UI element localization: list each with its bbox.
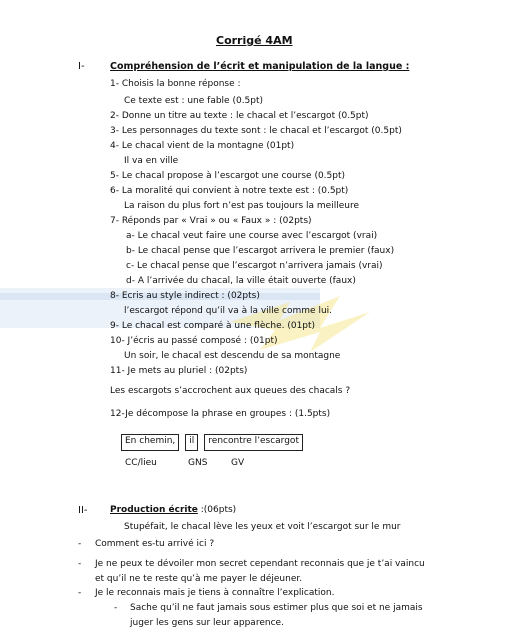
section-2-heading: Production écrite xyxy=(110,505,198,515)
answer-line: La raison du plus fort n’est pas toujours la meilleure xyxy=(124,201,359,211)
text-line: Sache qu’il ne faut jamais sous estimer plus que soi et ne jamais xyxy=(130,603,423,613)
group-box: rencontre l’escargot xyxy=(204,434,303,451)
text-line: Comment es-tu arrivé ici ? xyxy=(95,539,215,549)
section-2-points: :(06pts) xyxy=(197,505,237,515)
question-line: 3- Les personnages du texte sont : le chacal et l’escargot (0.5pt) xyxy=(110,126,402,136)
question-line: 6- La moralité qui convient à notre texte est : (0.5pt) xyxy=(110,186,349,196)
question-line: 1- Choisis la bonne réponse : xyxy=(110,79,241,89)
section-2-numeral: II- xyxy=(78,505,88,516)
sub-answer-line: a- Le chacal veut faire une course avec l’escargot (vrai) xyxy=(126,231,378,241)
group-label: GNS xyxy=(188,458,208,468)
answer-line: Il va en ville xyxy=(124,156,179,166)
dialogue-dash: - xyxy=(78,539,82,549)
dialogue-dash: - xyxy=(114,603,118,613)
group-box: il xyxy=(185,434,198,451)
text-line: juger les gens sur leur apparence. xyxy=(130,618,284,628)
question-line: 12-Je décompose la phrase en groupes : (1.5pts) xyxy=(110,409,331,419)
dialogue-dash: - xyxy=(78,559,82,569)
answer-line: Un soir, le chacal est descendu de sa montagne xyxy=(124,351,341,361)
group-box: En chemin, xyxy=(121,434,179,451)
question-line: 10- J’écris au passé composé : (01pt) xyxy=(110,336,278,346)
question-line: 2- Donne un titre au texte : le chacal et l’escargot (0.5pt) xyxy=(110,111,369,121)
sub-answer-line: b- Le chacal pense que l’escargot arrivera le premier (faux) xyxy=(126,246,395,256)
question-line: 4- Le chacal vient de la montagne (01pt) xyxy=(110,141,295,151)
section-1-numeral: I- xyxy=(78,61,85,72)
group-label: GV xyxy=(231,458,245,468)
question-line: 11- Je mets au pluriel : (02pts) xyxy=(110,366,248,376)
sub-answer-line: c- Le chacal pense que l’escargot n’arrivera jamais (vrai) xyxy=(126,261,383,271)
text-line: Stupéfait, le chacal lève les yeux et voit l’escargot sur le mur xyxy=(124,522,401,532)
section-2-heading-wrap xyxy=(110,506,236,515)
dialogue-dash: - xyxy=(78,588,82,598)
section-1-heading: Compréhension de l’écrit et manipulation de la langue : xyxy=(110,61,410,72)
sentence-groups xyxy=(121,434,309,450)
answer-line: Les escargots s’accrochent aux queues des chacals ? xyxy=(110,386,351,396)
text-line: et qu’il ne te reste qu’à me payer le déjeuner. xyxy=(95,574,303,584)
question-line: 8- Ecris au style indirect : (02pts) xyxy=(110,291,260,301)
group-label: CC/lieu xyxy=(125,458,157,468)
sub-answer-line: d- A l’arrivée du chacal, la ville était ouverte (faux) xyxy=(126,276,356,286)
question-line: 7- Réponds par « Vrai » ou « Faux » : (02pts) xyxy=(110,216,312,226)
page-title: Corrigé 4AM xyxy=(216,34,293,47)
text-line: Je le reconnais mais je tiens à connaître l’explication. xyxy=(95,588,335,598)
text-line: Je ne peux te dévoiler mon secret cependant reconnais que je t’ai vaincu xyxy=(95,559,425,569)
question-line: 5- Le chacal propose à l’escargot une course (0.5pt) xyxy=(110,171,346,181)
answer-line: Ce texte est : une fable (0.5pt) xyxy=(124,96,264,106)
question-line: 9- Le chacal est comparé à une flèche. (01pt) xyxy=(110,321,316,331)
answer-line: l’escargot répond qu’il va à la ville comme lui. xyxy=(124,306,333,316)
